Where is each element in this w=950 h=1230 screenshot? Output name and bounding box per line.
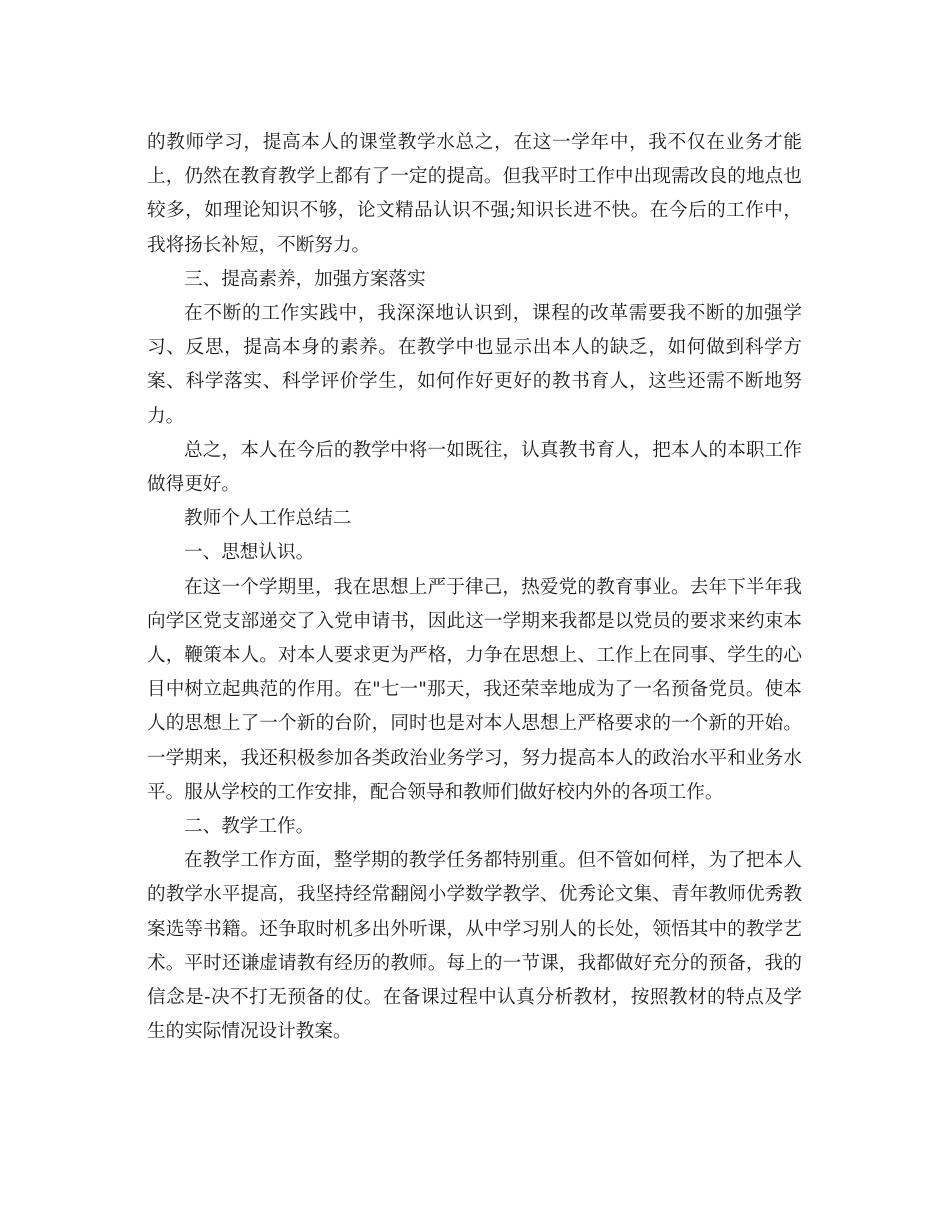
paragraph-4: 总之，本人在今后的教学中将一如既往，认真教书育人，把本人的本职工作做得更好。 <box>147 439 802 496</box>
paragraph-7: 在这一个学期里，我在思想上严于律己，热爱党的教育事业。去年下半年我向学区党支部递交了入党申请书，因此这一学期来我都是以党员的要求来约束本人，鞭策本人。对本人要求更为严格，力争在思想上、工作上在同事、学生的心目中树立起典范的作用。在"七一"那天，我还荣幸地成为了一名预备党员。使本人的思想上了一个新的台阶，同时也是对本人思想上严格要求的一个新的开始。一学期来，我还积极参加各类政治业务学习，努力提高本人的政治水平和业务水平。服从学校的工作安排，配合领导和教师们做好校内外的各项工作。 <box>147 576 802 803</box>
section-heading-3: 三、提高素养，加强方案落实 <box>184 268 426 290</box>
paragraph-3: 在不断的工作实践中，我深深地认识到，课程的改革需要我不断的加强学习、反思，提高本身的素养。在教学中也显示出本人的缺乏，如何做到科学方案、科学落实、科学评价学生，如何作好更好的教书育人，这些还需不断地努力。 <box>147 303 802 427</box>
section-heading-2: 二、教学工作。 <box>184 816 315 838</box>
section-heading-1: 一、思想认识。 <box>184 542 315 564</box>
document-body <box>147 126 802 1049</box>
paragraph-9: 在教学工作方面，整学期的教学任务都特别重。但不管如何样，为了把本人的教学水平提高，我坚持经常翻阅小学数学教学、优秀论文集、青年教师优秀教案选等书籍。还争取时机多出外听课，从中学习别人的长处，领悟其中的教学艺术。平时还谦虚请教有经历的教师。每上的一节课，我都做好充分的预备，我的信念是-决不打无预备的仗。在备课过程中认真分析教材，按照教材的特点及学生的实际情况设计教案。 <box>147 850 802 1043</box>
summary-title-2: 教师个人工作总结二 <box>184 508 352 530</box>
paragraph-1: 的教师学习，提高本人的课堂教学水总之，在这一学年中，我不仅在业务才能上，仍然在教育教学上都有了一定的提高。但我平时工作中出现需改良的地点也较多，如理论知识不够，论文精品认识不强;知识长进不快。在今后的工作中，我将扬长补短，不断努力。 <box>147 132 802 256</box>
